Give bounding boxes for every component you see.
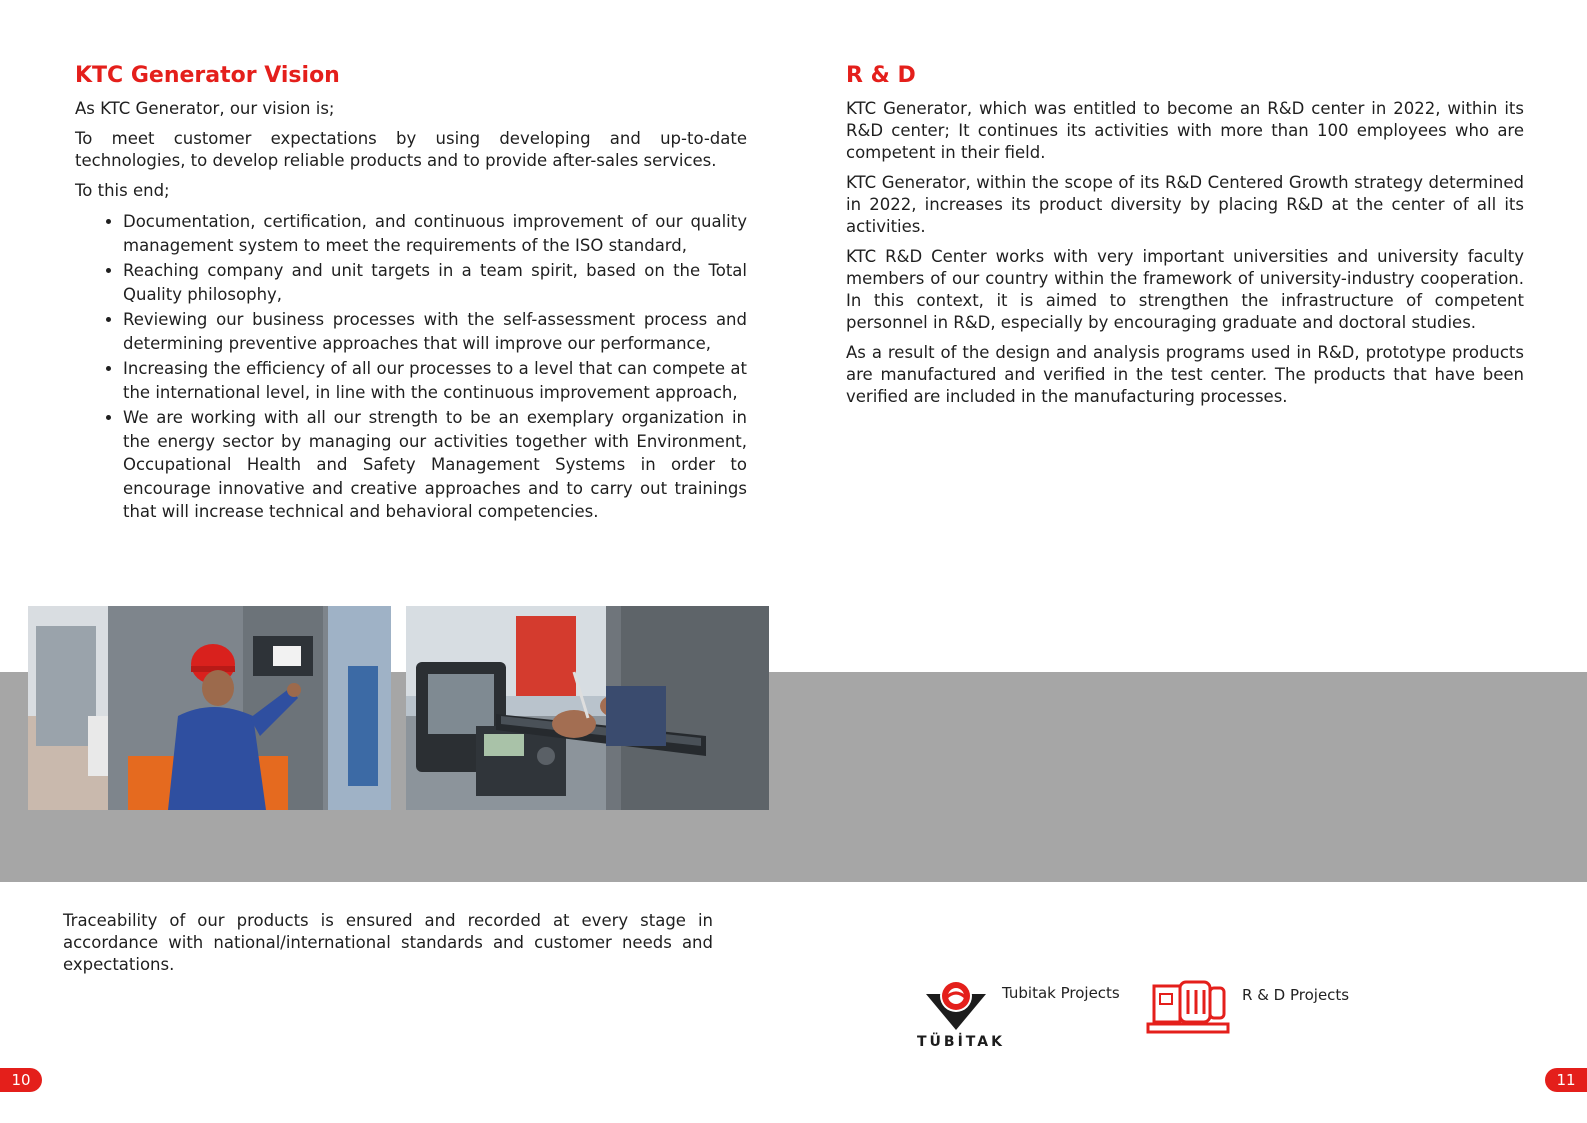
vision-paragraph: To meet customer expectations by using developing and up-to-date technologies, to develop reliable products and to provide after-sales services. <box>75 129 747 170</box>
engineer-tablet-photo-illustration <box>406 606 769 810</box>
page-number-right: 11 <box>1545 1068 1587 1092</box>
vision-bullet: • Documentation, certification, and continuous improvement of our quality management system to meet the requirements of the ISO standard, <box>123 210 747 257</box>
rd-title: R & D <box>846 63 916 88</box>
rd-column <box>846 62 1524 416</box>
vision-bullet-list <box>75 210 747 524</box>
vision-bullet: • Increasing the efficiency of all our processes to a level that can compete at the international level, in line with the continuous improvement approach, <box>123 357 747 404</box>
vision-title: KTC Generator Vision <box>75 63 340 88</box>
technician-photo-illustration <box>28 606 391 810</box>
vision-bullet: • Reviewing our business processes with the self-assessment process and determining preventive approaches that will improve our performance, <box>123 308 747 355</box>
rd-projects-label: R & D Projects <box>1242 986 1350 1004</box>
rd-paragraph: KTC Generator, within the scope of its R&D Centered Growth strategy determined in 2022, increases its product diversity by placing R&D at the center of all its activities. <box>846 173 1524 236</box>
tubitak-wordmark: TÜBİTAK <box>917 1034 1005 1050</box>
tubitak-projects-label: Tubitak Projects <box>1002 984 1120 1002</box>
vision-bullet: • We are working with all our strength to be an exemplary organization in the energy sector by managing our activities together with Environment, Occupational Health and Safety Management Systems in order to encourage innovative and creative approaches and to carry out trainings that will increase technical and behavioral competencies. <box>123 406 747 524</box>
vision-intro: As KTC Generator, our vision is; <box>75 99 335 118</box>
technician-photo <box>28 606 391 810</box>
vision-end-label: To this end; <box>75 181 170 200</box>
rd-paragraph: KTC R&D Center works with very important universities and university faculty members of our country within the framework of university-industry cooperation. In this context, it is aimed to strengthen the infrastructure of competent personnel in R&D, especially by encouraging graduate and doctoral studies. <box>846 247 1524 332</box>
vision-column <box>75 62 747 526</box>
engineer-tablet-photo <box>406 606 769 810</box>
rd-paragraph: KTC Generator, which was entitled to become an R&D center in 2022, within its R&D center; It continues its activities with more than 100 employees who are competent in their field. <box>846 99 1524 162</box>
rd-paragraph: As a result of the design and analysis programs used in R&D, prototype products are manufactured and verified in the test center. The products that have been verified are included in the manufacturing processes. <box>846 343 1524 406</box>
vision-bullet: • Reaching company and unit targets in a team spirit, based on the Total Quality philosophy, <box>123 259 747 306</box>
page-number-left: 10 <box>0 1068 42 1092</box>
generator-icon <box>1146 978 1234 1034</box>
traceability-paragraph: Traceability of our products is ensured and recorded at every stage in accordance with national/international standards and customer needs and expectations. <box>63 911 713 974</box>
generator-logo <box>1146 978 1234 1034</box>
